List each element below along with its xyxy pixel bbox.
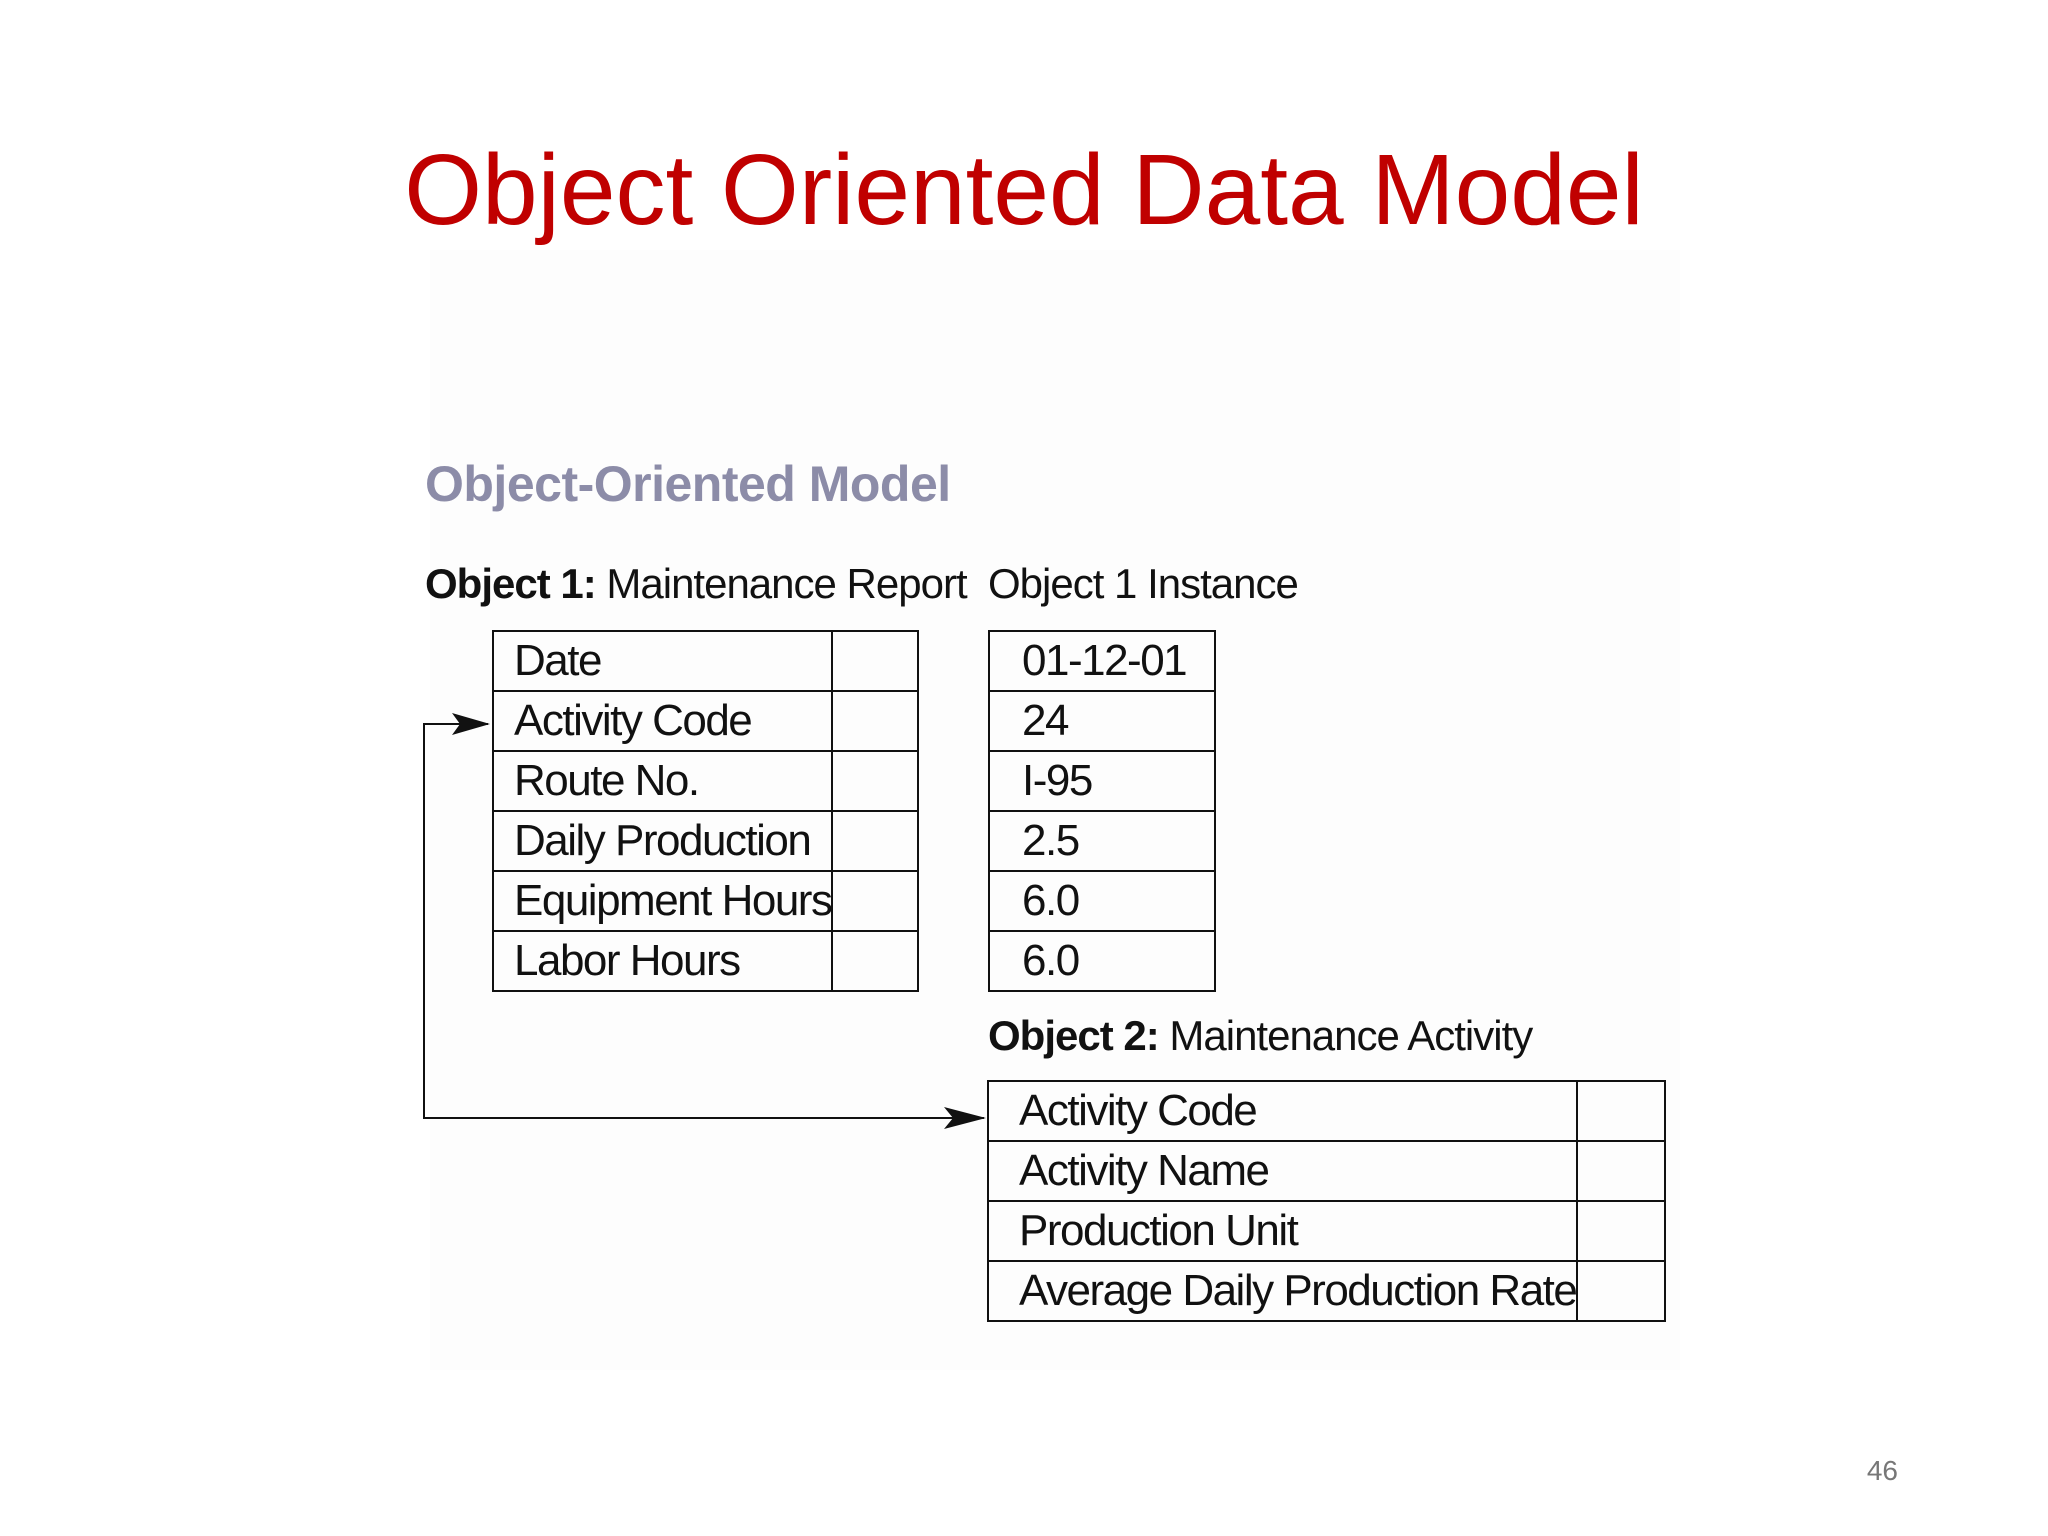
object1-attr-daily-production: Daily Production bbox=[493, 811, 832, 871]
object2-attr-activity-name: Activity Name bbox=[988, 1141, 1577, 1201]
slide-title: Object Oriented Data Model bbox=[404, 134, 1644, 246]
object1-label: Object 1: bbox=[425, 560, 596, 607]
object1-attr-activity-code: Activity Code bbox=[493, 691, 832, 751]
object1-attr-equipment-hours: Equipment Hours bbox=[493, 871, 832, 931]
object1-attr-date: Date bbox=[493, 631, 832, 691]
object2-name: Maintenance Activity bbox=[1169, 1012, 1533, 1059]
object2-attr-production-unit: Production Unit bbox=[988, 1201, 1577, 1261]
instance-value-date: 01-12-01 bbox=[989, 631, 1215, 691]
object2-label: Object 2: bbox=[988, 1012, 1159, 1059]
instance-value-activity-code: 24 bbox=[989, 691, 1215, 751]
object1-attr-labor-hours: Labor Hours bbox=[493, 931, 832, 991]
link-line bbox=[424, 724, 984, 1118]
instance-value-equipment-hours: 6.0 bbox=[989, 871, 1215, 931]
instance-heading: Object 1 Instance bbox=[988, 560, 1298, 607]
model-heading: Object-Oriented Model bbox=[425, 456, 951, 512]
instance-value-route-no: I-95 bbox=[989, 751, 1215, 811]
object2-attr-activity-code: Activity Code bbox=[988, 1081, 1577, 1141]
object1-attr-route-no: Route No. bbox=[493, 751, 832, 811]
instance-value-labor-hours: 6.0 bbox=[989, 931, 1215, 991]
object2-attr-average-daily-production-rate: Average Daily Production Rate bbox=[988, 1261, 1577, 1321]
instance-value-daily-production: 2.5 bbox=[989, 811, 1215, 871]
object1-name: Maintenance Report bbox=[606, 560, 967, 607]
page-number: 46 bbox=[1866, 1455, 1898, 1486]
